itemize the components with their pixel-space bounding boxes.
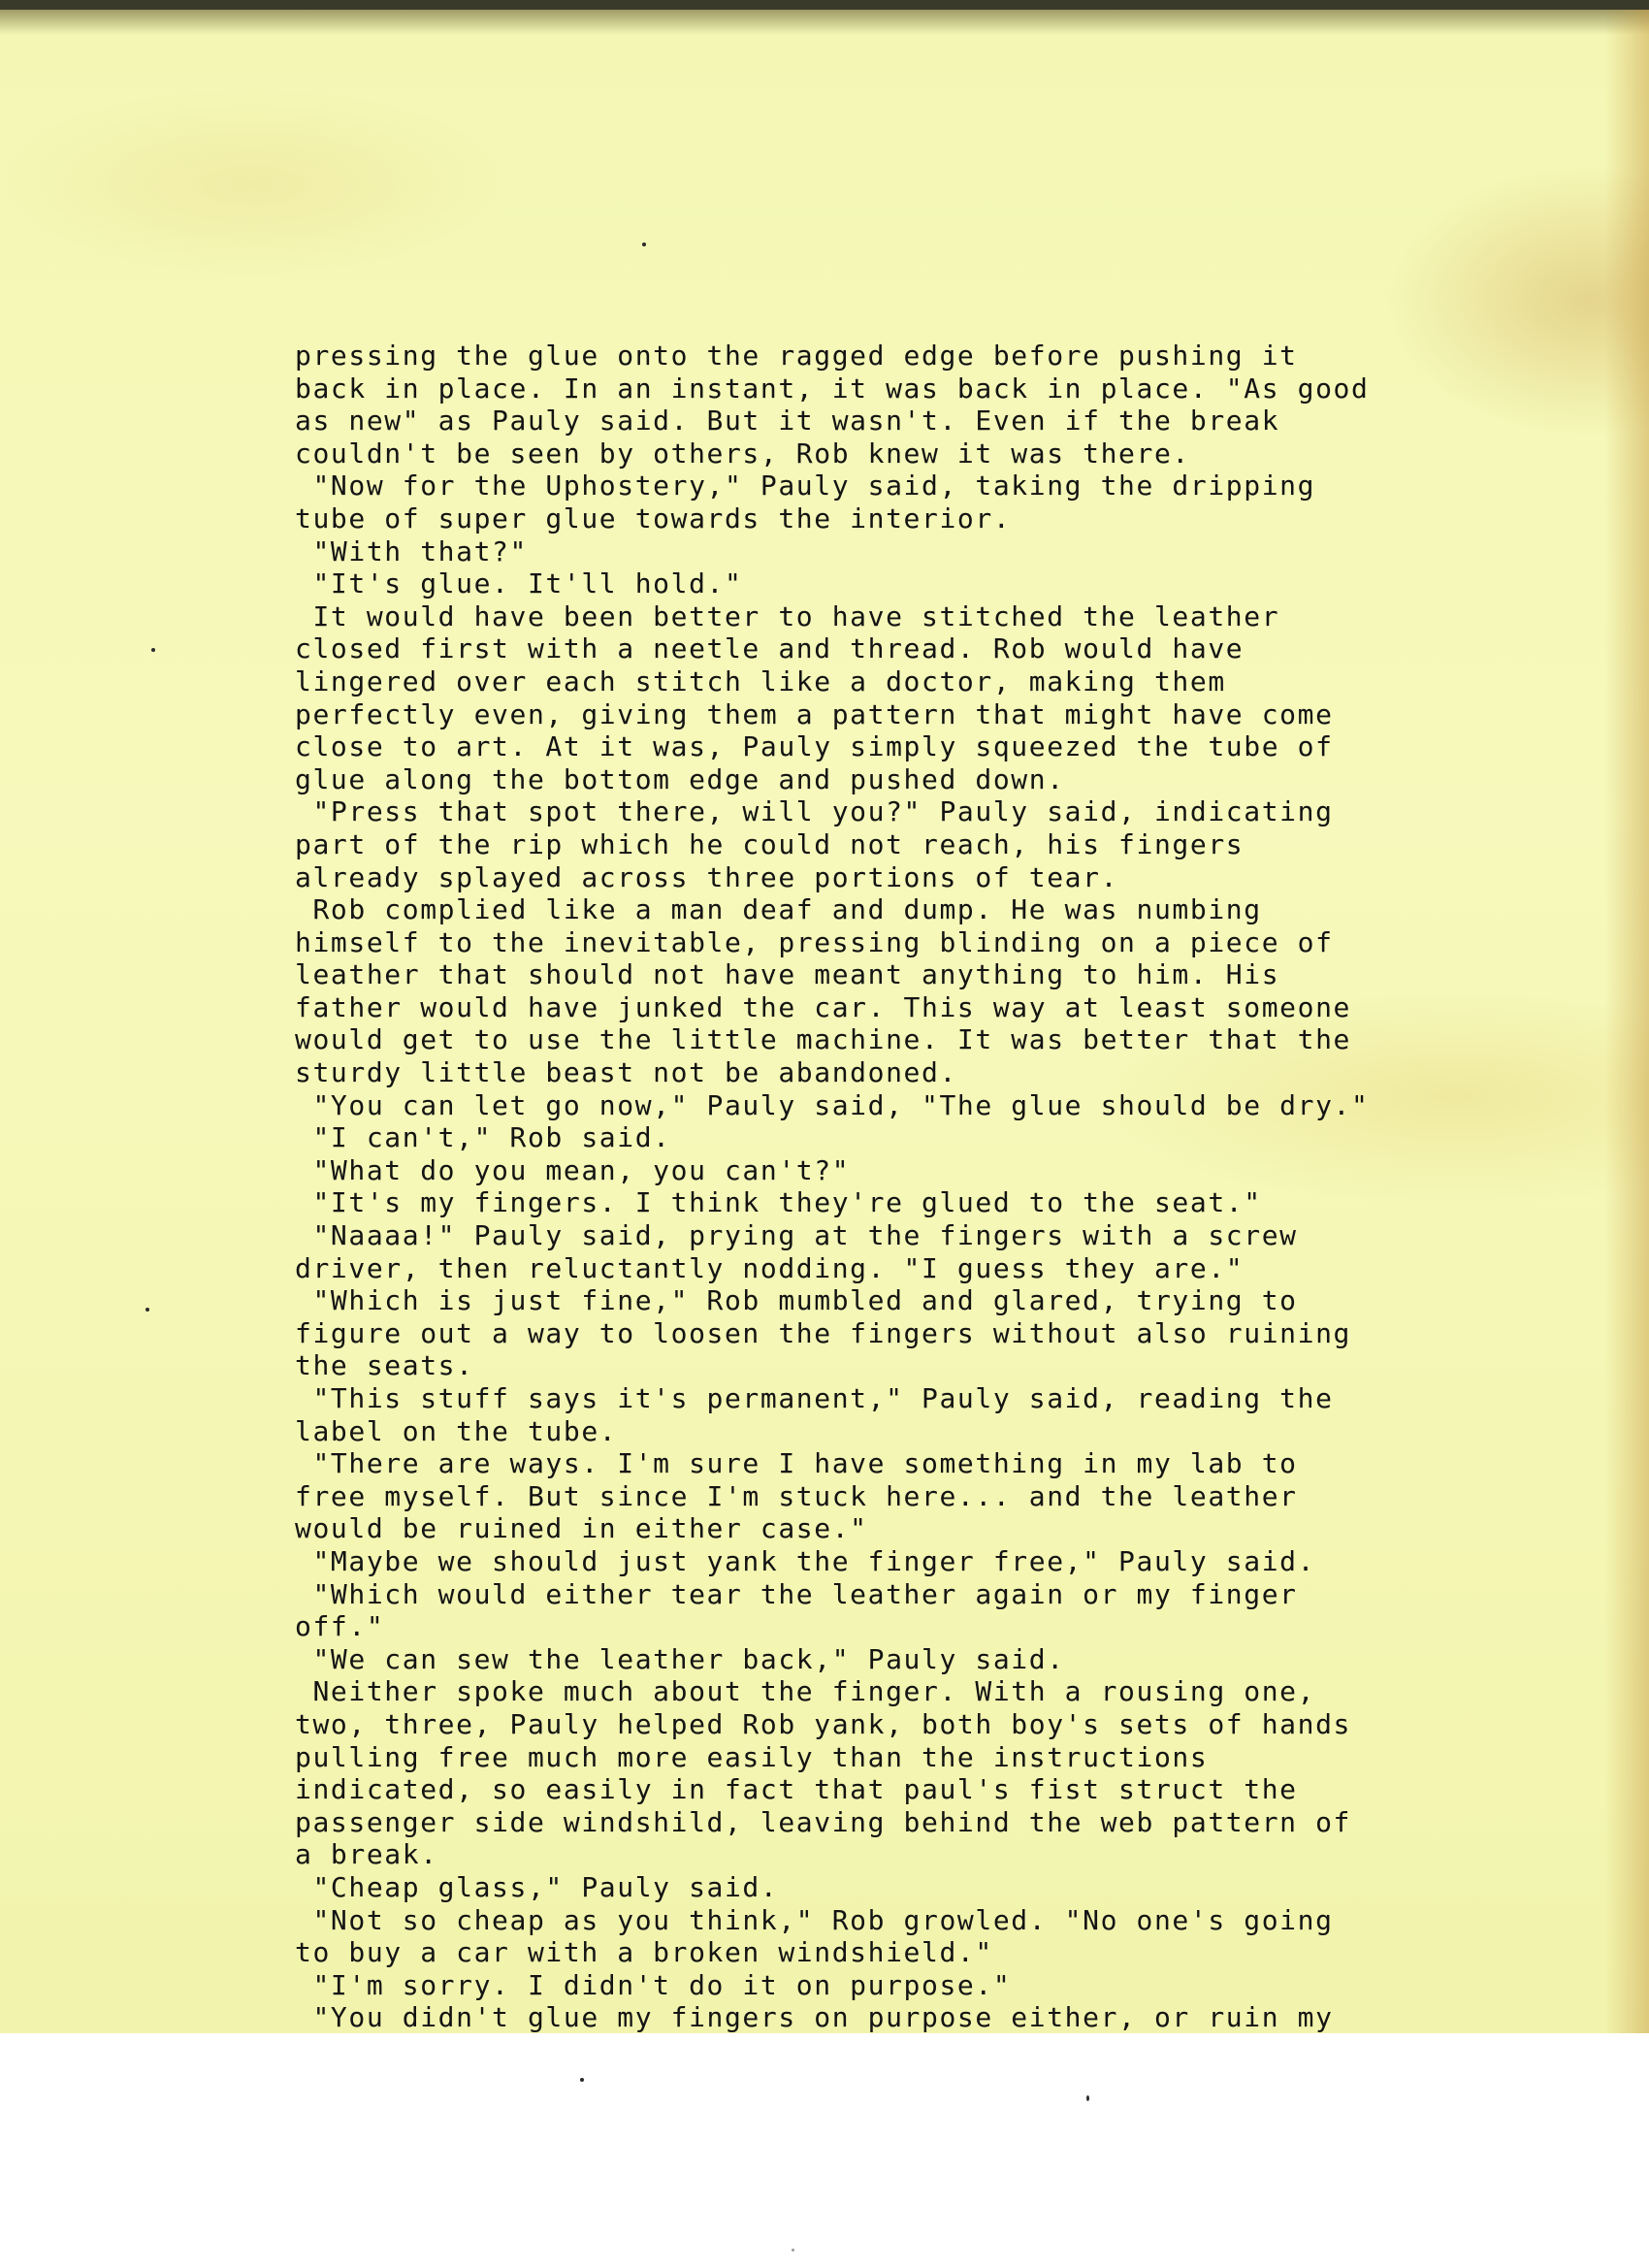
text-line: "With that?" [295, 535, 528, 567]
text-line: father would have junked the car. This way at least someone [295, 990, 1351, 1023]
text-line: "It's my fingers. I think they're glued to the seat." [295, 1186, 1262, 1219]
ink-speck [151, 648, 155, 652]
text-line: "There are ways. I'm sure I have something in my lab to [295, 1447, 1298, 1480]
text-line: couldn't be seen by others, Rob knew it was there. [295, 437, 1190, 470]
ink-speck [1086, 2095, 1089, 2101]
text-line: to buy a car with a broken windshield." [295, 1936, 993, 1969]
text-line: the seats. [295, 1349, 474, 1382]
text-line: "We can sew the leather back," Pauly said. [295, 1642, 1065, 1675]
text-line: pressing the glue onto the ragged edge before pushing it [295, 340, 1298, 372]
text-line: glue along the bottom edge and pushed down. [295, 762, 1065, 795]
text-line: would get to use the little machine. It was better that the [295, 1023, 1351, 1056]
text-line: tube of super glue towards the interior. [295, 502, 1012, 535]
text-line: pulling free much more easily than the instructions [295, 1740, 1209, 1773]
text-line: as new" as Pauly said. But it wasn't. Even if the break [295, 405, 1280, 437]
ink-speck [642, 243, 646, 246]
text-line: "Now for the Uphostery," Pauly said, taking the dripping [295, 470, 1316, 502]
text-line: "Maybe we should just yank the finger free," Pauly said. [295, 1544, 1316, 1577]
text-line: back in place. In an instant, it was back in place. "As good [295, 372, 1370, 405]
text-line: "You can let go now," Pauly said, "The glue should be dry." [295, 1088, 1370, 1121]
text-line: Rob complied like a man deaf and dump. He was numbing [295, 893, 1262, 926]
text-line: closed first with a neetle and thread. Rob would have [295, 632, 1245, 665]
text-line: indicated, so easily in fact that paul's fist struct the [295, 1773, 1298, 1806]
text-line: "Which is just fine," Rob mumbled and glared, trying to [295, 1284, 1298, 1317]
text-line: leather that should not have meant anything to him. His [295, 958, 1280, 991]
text-line: "Which would either tear the leather again or my finger [295, 1577, 1298, 1610]
text-line: off." [295, 1610, 385, 1643]
text-line: "I'm sorry. I didn't do it on purpose." [295, 1968, 1012, 2001]
text-line: perfectly even, giving them a pattern that might have come [295, 697, 1334, 730]
text-line: free myself. But since I'm stuck here... and the leather [295, 1479, 1298, 1512]
text-line: would be ruined in either case." [295, 1512, 868, 1545]
manuscript-text [295, 340, 1507, 2034]
text-line: "Naaaa!" Pauly said, prying at the fingers with a screw [295, 1219, 1298, 1252]
text-line: sturdy little beast not be abandoned. [295, 1056, 957, 1089]
text-line: "You didn't glue my fingers on purpose either, or ruin my [295, 2001, 1334, 2034]
ink-speck [792, 2249, 794, 2252]
text-line: label on the tube. [295, 1414, 618, 1447]
ink-speck [146, 1308, 149, 1312]
text-line: two, three, Pauly helped Rob yank, both boy's sets of hands [295, 1707, 1351, 1740]
text-line: "What do you mean, you can't?" [295, 1153, 851, 1186]
ink-speck [580, 2078, 584, 2082]
text-line: already splayed across three portions of tear. [295, 860, 1119, 893]
text-line: a break. [295, 1838, 438, 1871]
text-line: himself to the inevitable, pressing blinding on a piece of [295, 925, 1334, 958]
text-line: driver, then reluctantly nodding. "I guess they are." [295, 1251, 1245, 1284]
text-line: "Cheap glass," Pauly said. [295, 1870, 779, 1903]
text-line: figure out a way to loosen the fingers without also ruining [295, 1316, 1351, 1349]
text-line: part of the rip which he could not reach, his fingers [295, 827, 1245, 860]
text-line: "Press that spot there, will you?" Pauly said, indicating [295, 795, 1334, 828]
text-line: It would have been better to have stitched the leather [295, 599, 1280, 632]
text-line: "I can't," Rob said. [295, 1121, 671, 1154]
text-line: "Not so cheap as you think," Rob growled. "No one's going [295, 1903, 1334, 1936]
text-line: close to art. At it was, Pauly simply squeezed the tube of [295, 730, 1334, 763]
text-line: Neither spoke much about the finger. With a rousing one, [295, 1675, 1316, 1708]
text-line: "It's glue. It'll hold." [295, 567, 743, 600]
text-line: passenger side windshild, leaving behind the web pattern of [295, 1805, 1351, 1838]
text-line: lingered over each stitch like a doctor, making them [295, 664, 1226, 697]
text-line: "This stuff says it's permanent," Pauly said, reading the [295, 1382, 1334, 1414]
